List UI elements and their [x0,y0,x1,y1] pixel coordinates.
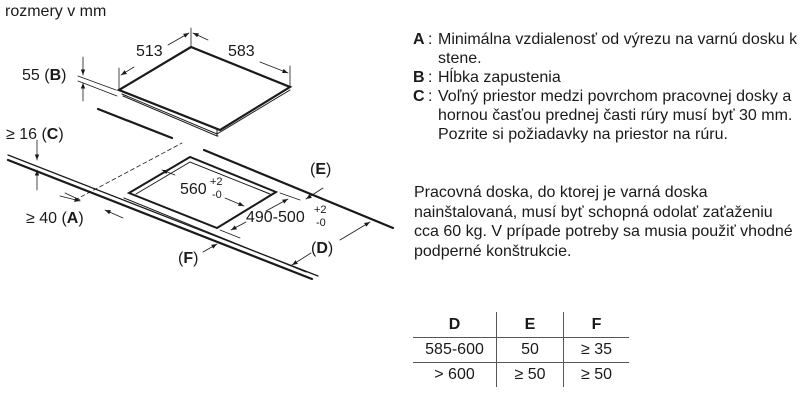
header-e: E [497,312,564,338]
a-key: A [66,210,79,227]
f-label: (F) [178,250,199,267]
cutout-depth-tol-plus: +2 [314,204,327,216]
table-cell: ≥ 35 [564,338,630,363]
a-dimension-label: ≥ 40 (A) [26,210,84,227]
legend-item-c: C : Voľný priestor medzi povrchom pracovnej dosky a hornou časťou prednej časti rúry musí byť 30 mm. Pozrite si požiadavky na priestor na rúru. [413,87,798,144]
legend-item-b: B : Hĺbka zapustenia [413,68,798,87]
cutout-width-tol-minus: -0 [212,189,222,201]
e-label: (E) [310,161,332,178]
legend-key: B [413,69,425,86]
header-d: D [413,312,497,338]
table-cell: 50 [497,338,564,363]
load-note: Pracovná doska, do ktorej je varná doska nainštalovaná, musí byť schopná odolať zaťaženiu cca 60 kg. V prípade potreby sa musia použiť vhodné podperné konštrukcie. [414,184,793,260]
cutout-width-tol-plus: +2 [210,176,223,188]
legend-text: Voľný priestor medzi povrchom pracovnej dosky a hornou časťou prednej časti rúry musí byť 30 mm. Pozrite si požiadavky na priestor na rúru. [438,88,793,143]
diagram-drawing [0,0,400,300]
legend-key: A [413,31,425,48]
header-f: F [564,312,630,338]
installation-diagram [0,0,400,300]
table-row [413,338,629,363]
d-label: (D) [311,240,334,257]
table-cell: > 600 [413,363,497,388]
cutout-depth-label: 490-500 [246,209,305,226]
legend [413,30,798,144]
table-row [413,363,629,388]
units-label: rozmery v mm [5,3,107,20]
cutout-width-label: 560 [180,181,207,198]
c-dimension-label: ≥ 16 (C) [6,126,64,143]
c-key: C [46,126,59,143]
cutout-depth-tol-minus: -0 [316,217,326,229]
hob-depth-label: 513 [136,43,163,60]
hob-width-label: 583 [228,43,255,60]
b-dimension-label: 55 (B) [22,67,67,84]
legend-item-a: A : Minimálna vzdialenosť od výrezu na varnú dosku k stene. [413,31,798,67]
table-cell: ≥ 50 [580,366,613,383]
table-cell: ≥ 50 [497,363,564,388]
legend-text: Hĺbka zapustenia [438,69,561,86]
dimensions-table [413,312,629,387]
legend-text: Minimálna vzdialenosť od výrezu na varnú dosku k stene. [438,31,798,67]
legend-key: C [413,88,425,105]
table-header-row [413,312,629,338]
b-key: B [49,67,62,84]
table-cell: 585-600 [413,338,497,363]
